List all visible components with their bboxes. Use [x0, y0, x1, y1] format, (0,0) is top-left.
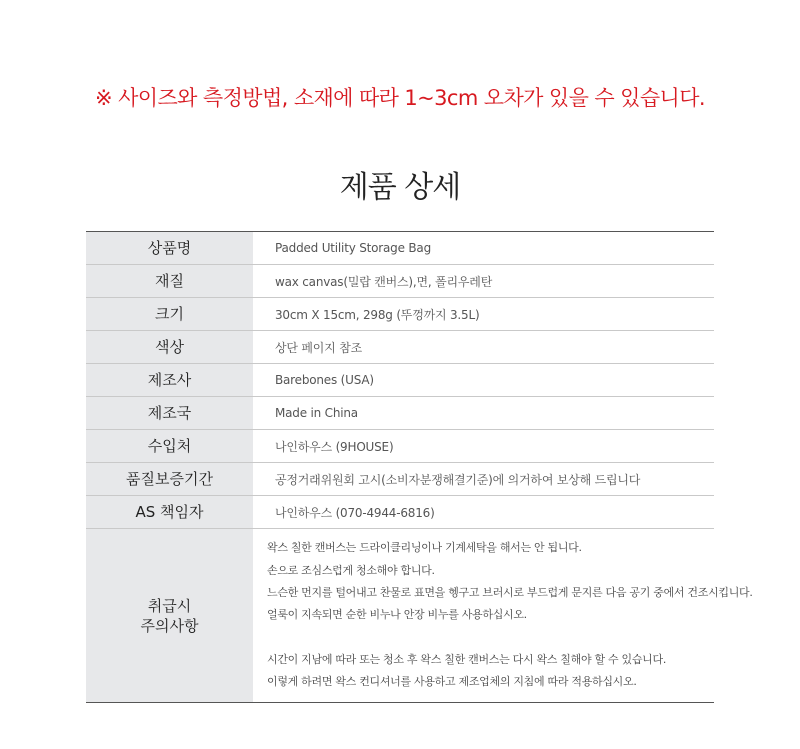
care-line: 시간이 지남에 따라 또는 청소 후 왁스 칠한 캔버스는 다시 왁스 칠해야 할 수 있습니다. [267, 653, 667, 667]
care-line: 느슨한 먼지를 털어내고 찬물로 표면을 헹구고 브러시로 부드럽게 문지른 다음 공기 중에서 건조시킵니다. [267, 585, 753, 599]
spec-row-warranty [86, 463, 714, 496]
spec-label: 제조국 [86, 397, 253, 429]
spec-row-material [86, 265, 714, 298]
spec-value: 나인하우스 (9HOUSE) [275, 439, 394, 454]
spec-label: 수입처 [86, 430, 253, 462]
spec-row-importer [86, 430, 714, 463]
spec-value: wax canvas(밀랍 캔버스),면, 폴리우레탄 [275, 274, 493, 289]
spec-row-as-contact [86, 496, 714, 529]
spec-table [86, 231, 753, 703]
spec-row-care [86, 529, 753, 702]
care-label-line: 취급시 [147, 596, 192, 615]
spec-label: 품질보증기간 [86, 463, 253, 495]
size-notice: ※ 사이즈와 측정방법, 소재에 따라 1~3cm 오차가 있을 수 있습니다. [95, 86, 705, 110]
spec-value: 상단 페이지 참조 [275, 340, 362, 355]
spec-value: 공정거래위원회 고시(소비자분쟁해결기준)에 의거하여 보상해 드립니다 [275, 472, 641, 487]
care-line: 손으로 조심스럽게 청소해야 합니다. [267, 563, 435, 577]
spec-label: 재질 [86, 265, 253, 297]
spec-value: Barebones (USA) [275, 373, 374, 387]
spec-label: 상품명 [86, 232, 253, 264]
care-spacer [267, 627, 753, 649]
spec-row-color [86, 331, 714, 364]
page-title: 제품 상세 [339, 170, 461, 205]
spec-label-care [86, 529, 253, 702]
care-line: 얼룩이 지속되면 순한 비누나 안장 비누를 사용하십시오. [267, 608, 527, 622]
spec-label: AS 책임자 [86, 496, 253, 528]
care-line: 왁스 칠한 캔버스는 드라이클리닝이나 기계세탁을 해서는 안 됩니다. [267, 541, 582, 555]
care-label-line: 주의사항 [140, 616, 199, 635]
care-line: 이렇게 하려면 왁스 컨디셔너를 사용하고 제조업체의 지침에 따라 적용하십시오. [267, 675, 637, 689]
spec-label: 색상 [86, 331, 253, 363]
spec-row-size [86, 298, 714, 331]
spec-label: 제조사 [86, 364, 253, 396]
spec-value: Padded Utility Storage Bag [275, 241, 431, 255]
spec-row-manufacturer [86, 364, 714, 397]
spec-row-country [86, 397, 714, 430]
spec-value: 나인하우스 (070-4944-6816) [275, 505, 435, 520]
spec-label: 크기 [86, 298, 253, 330]
spec-value: Made in China [275, 406, 358, 420]
care-instructions [253, 529, 753, 702]
spec-value: 30cm X 15cm, 298g (뚜껑까지 3.5L) [275, 307, 480, 322]
spec-row-product-name [86, 232, 714, 265]
